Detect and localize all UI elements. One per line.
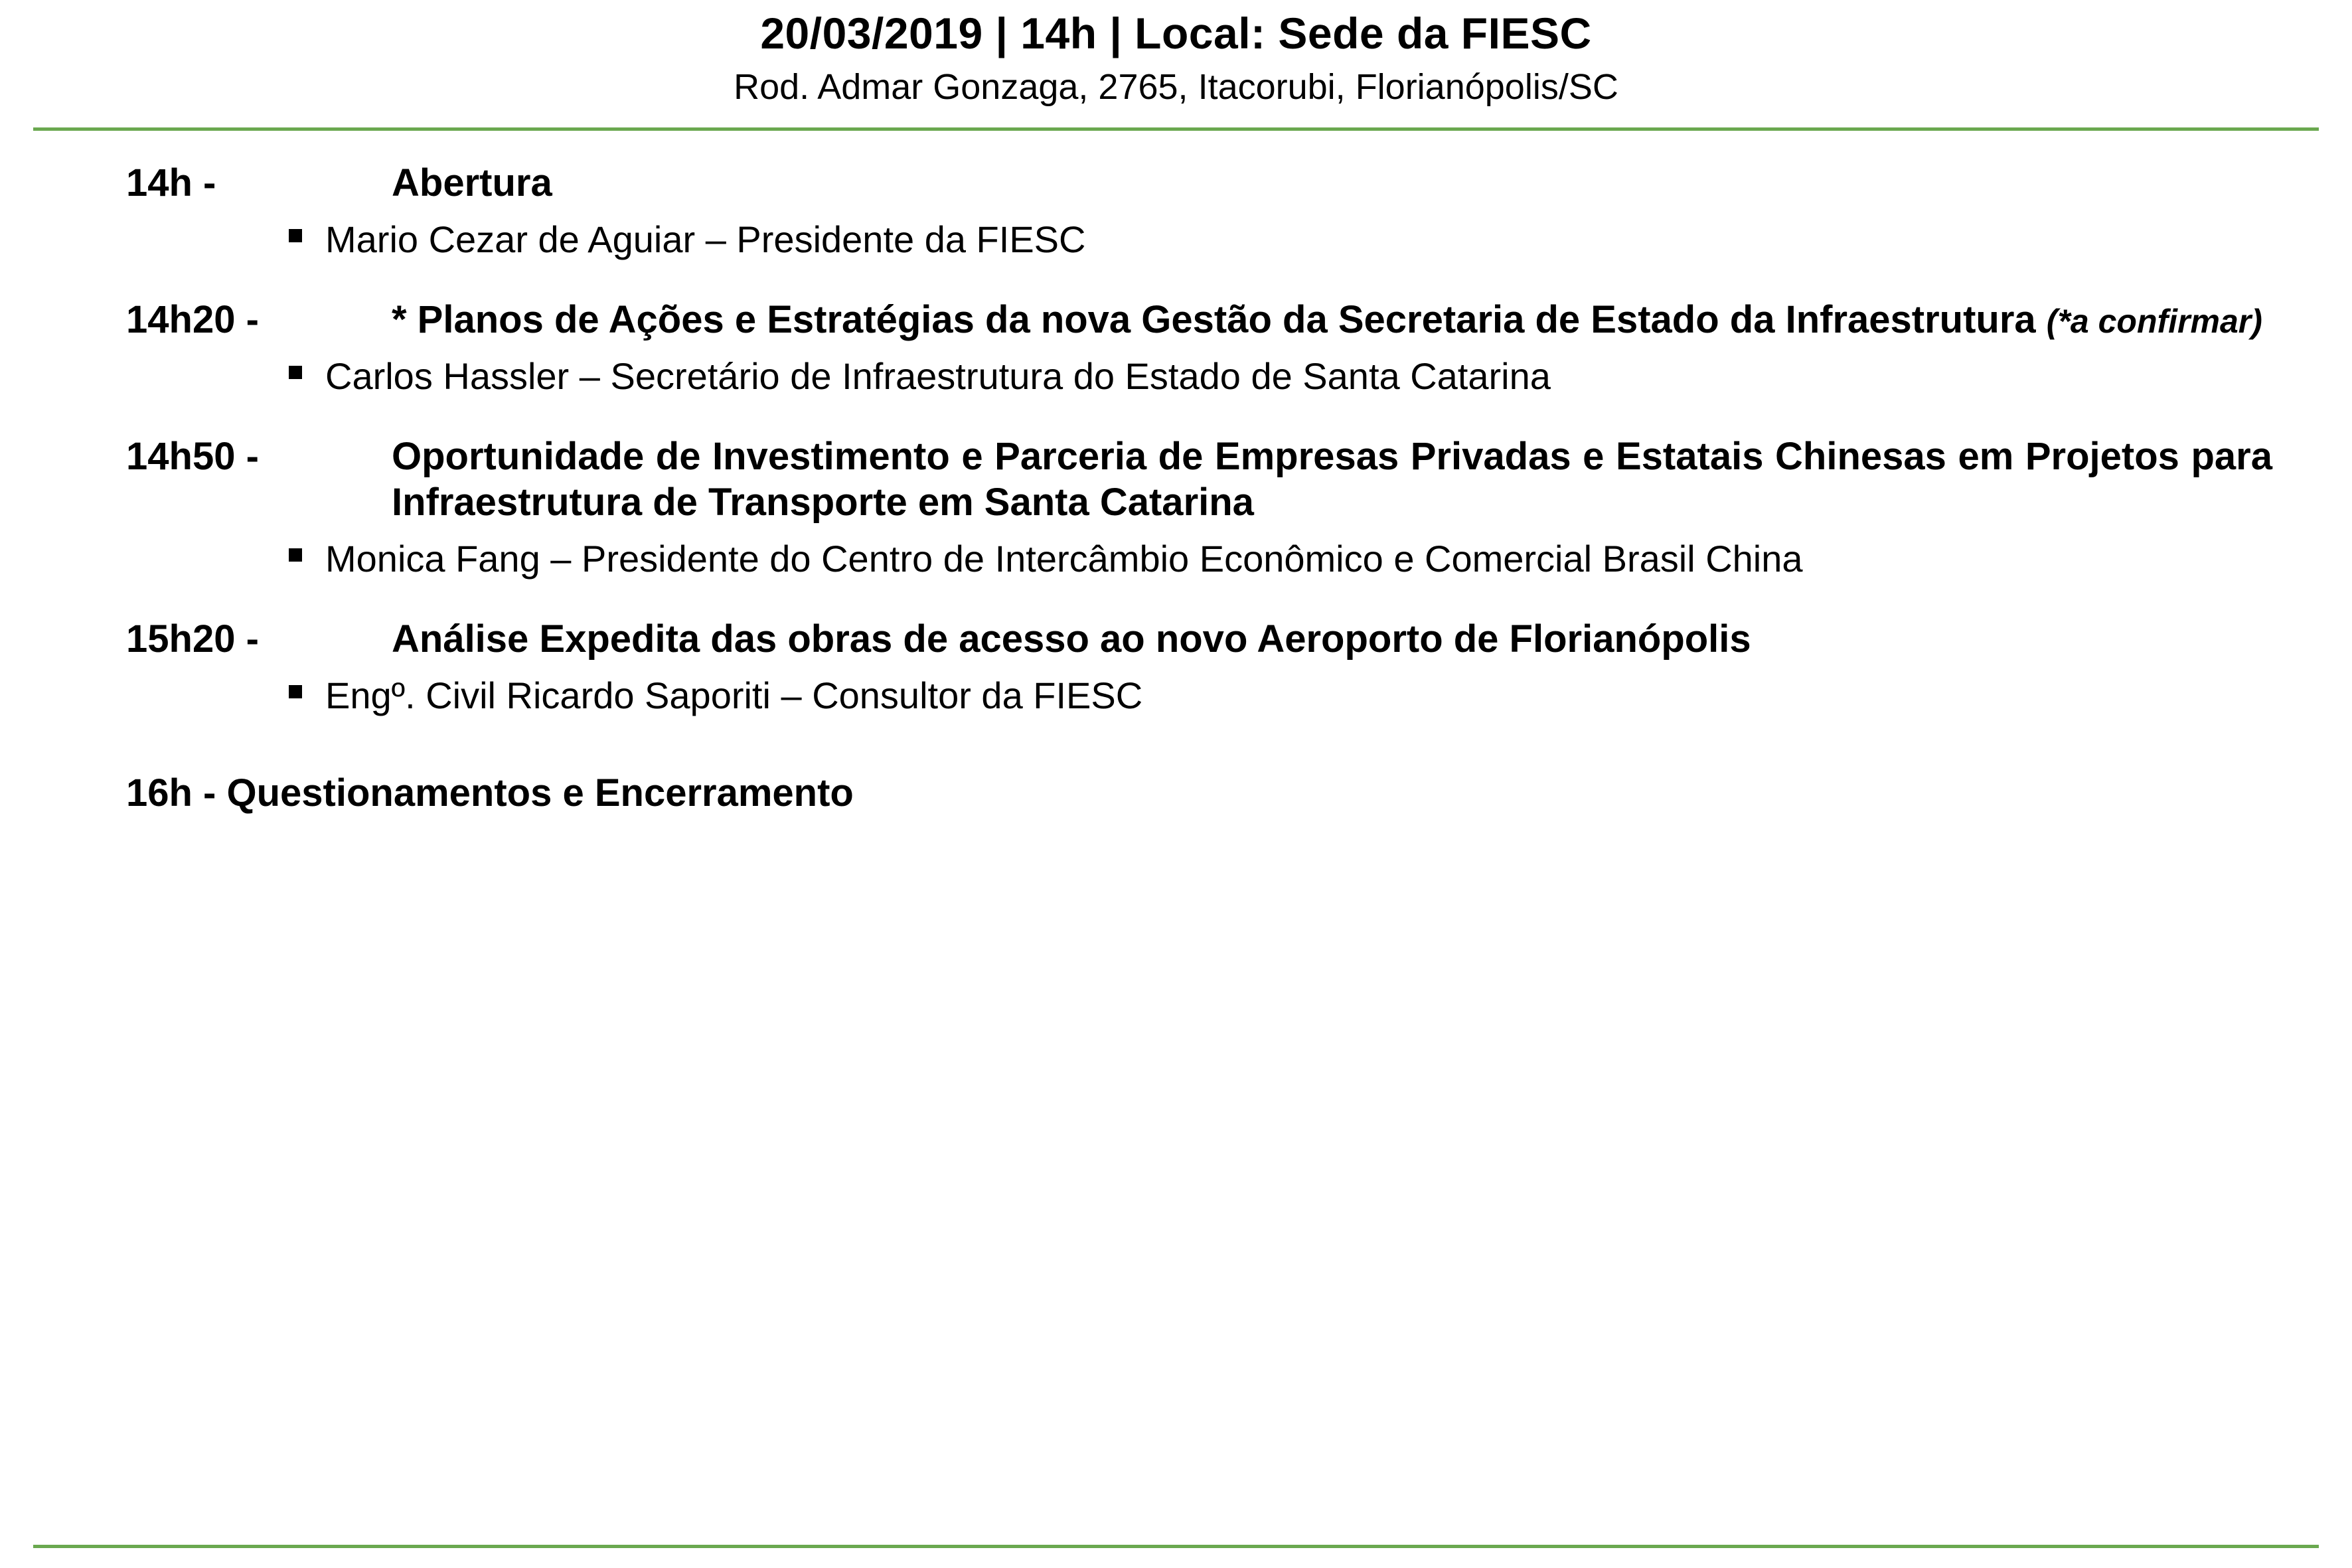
agenda-item-title [126,433,2272,526]
speaker-list [126,673,2272,718]
square-bullet-icon [289,229,302,242]
agenda-item [126,433,2272,582]
agenda-item-title [126,616,2272,663]
agenda-item-subject: Oportunidade de Investimento e Parceria de Empresas Privadas e Estatais Chinesas em Projetos para Infraestrutura de Transporte em Santa Catarina [392,434,2272,524]
agenda-item-title [126,160,2272,206]
agenda-item-time: 14h20 - [126,297,259,341]
speaker-list [126,354,2272,399]
speaker-name: Carlos Hassler – Secretário de Infraestrutura do Estado de Santa Catarina [325,354,1551,397]
agenda-item-subject: Análise Expedita das obras de acesso ao novo Aeroporto de Florianópolis [392,617,1751,661]
agenda-item-note: (*a confirmar) [2046,302,2262,340]
agenda-item [126,160,2272,262]
agenda-item-time: 15h20 - [126,617,259,661]
list-item [325,673,2272,718]
agenda-closing: 16h - Questionamentos e Encerramento [126,771,854,815]
speaker-name: Engº. Civil Ricardo Saporiti – Consultor da FIESC [325,674,1143,716]
speaker-name: Monica Fang – Presidente do Centro de Intercâmbio Econômico e Comercial Brasil China [325,538,1803,580]
page-title: 20/03/2019 | 14h | Local: Sede da FIESC [760,9,1592,58]
agenda-item-time: 14h - [126,161,216,204]
divider-bottom [33,1545,2319,1548]
event-header [0,0,2352,108]
agenda-item-time: 14h50 - [126,434,259,478]
agenda-item [126,297,2272,399]
speaker-name: Mario Cezar de Aguiar – Presidente da FIESC [325,218,1086,260]
agenda-list [0,131,2352,817]
agenda-item [126,616,2272,718]
speaker-list [126,536,2272,582]
speaker-list [126,217,2272,262]
agenda-item-title [126,297,2272,343]
list-item [325,354,2272,399]
list-item [325,217,2272,262]
square-bullet-icon [289,685,302,698]
event-address: Rod. Admar Gonzaga, 2765, Itacorubi, Florianópolis/SC [734,66,1618,107]
agenda-item-subject: Abertura [392,161,552,204]
list-item [325,536,2272,582]
square-bullet-icon [289,548,302,562]
square-bullet-icon [289,366,302,379]
agenda-item-subject: * Planos de Ações e Estratégias da nova Gestão da Secretaria de Estado da Infraestrutura [392,297,2047,341]
